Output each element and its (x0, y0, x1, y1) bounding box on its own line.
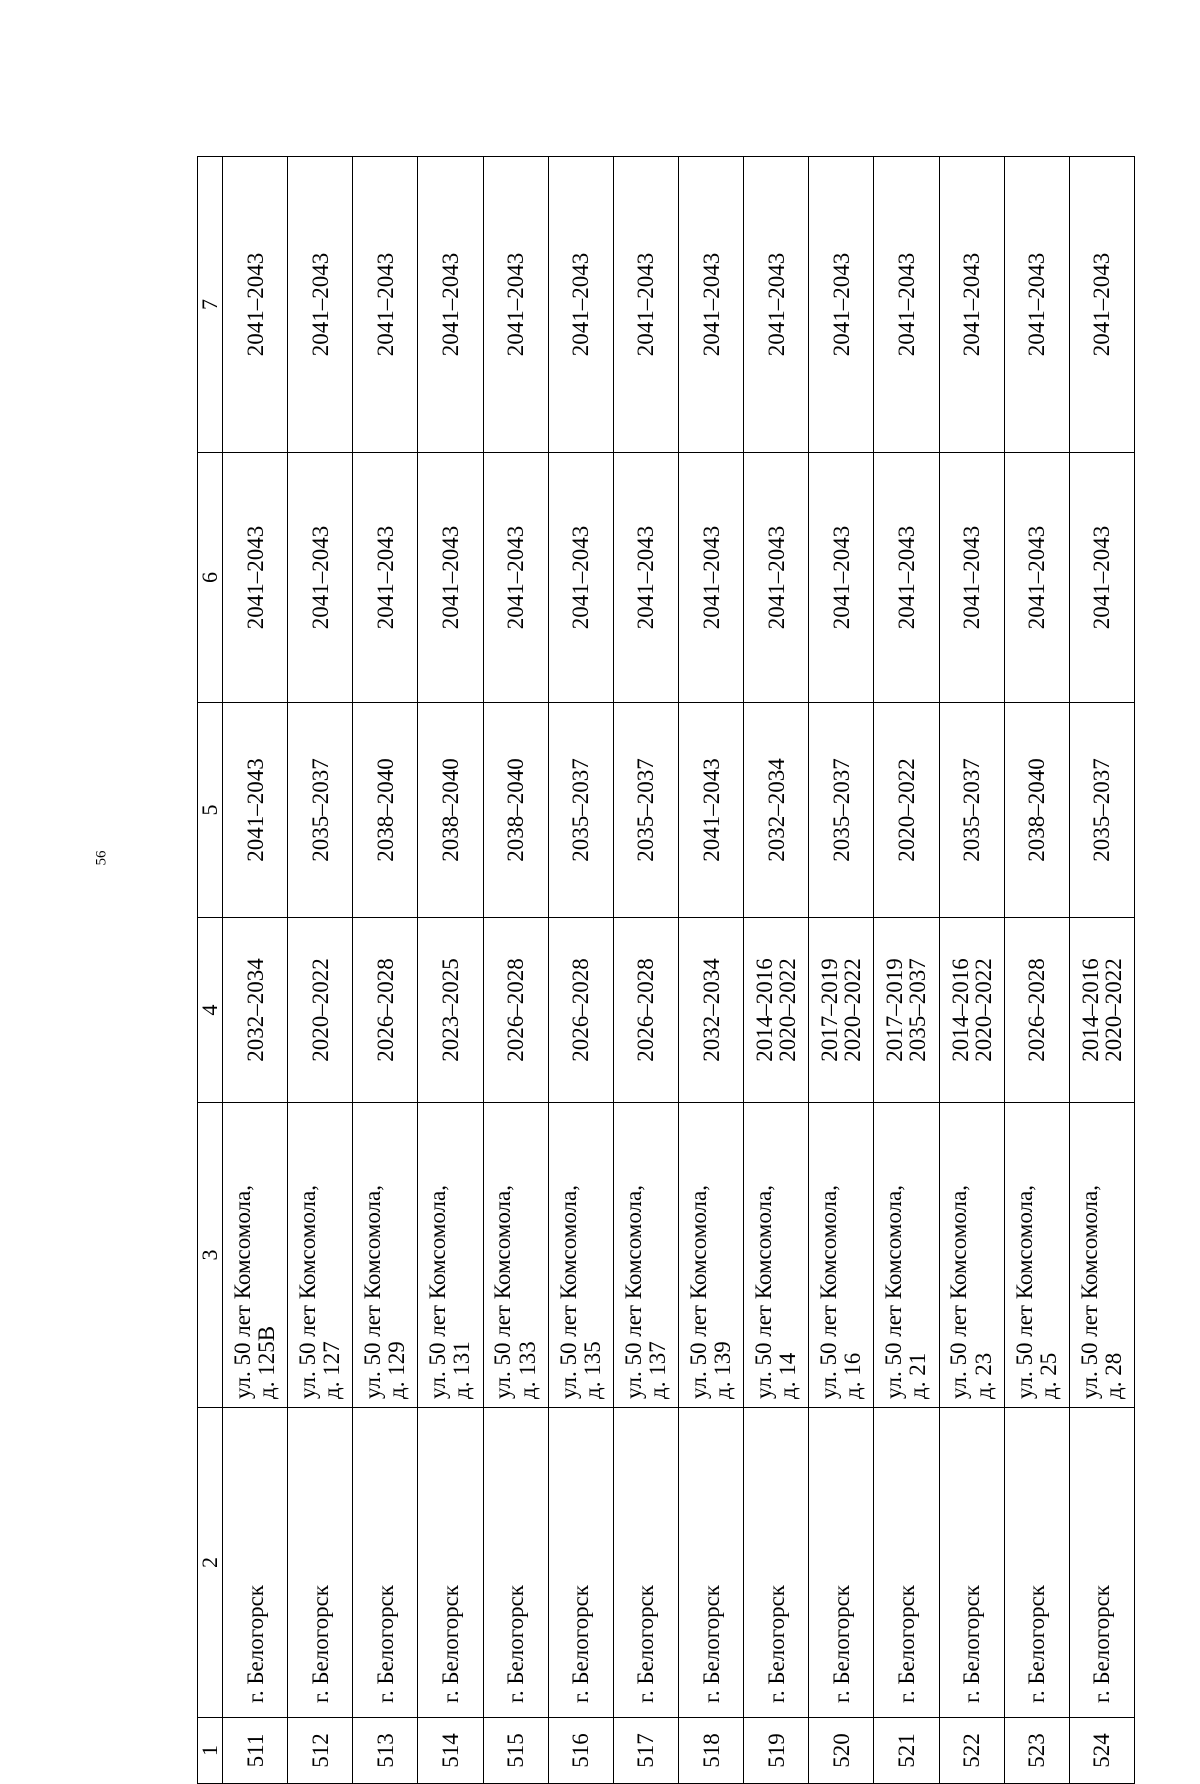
city-cell: г. Белогорск (678, 1408, 743, 1718)
address-line: д. 125В (254, 1325, 280, 1399)
row-number-cell: 521 (874, 1718, 939, 1784)
period-col4-cell (548, 918, 613, 1103)
row-number-cell: 516 (548, 1718, 613, 1784)
column-header: 7 (198, 157, 223, 453)
period-line: 2032–2034 (698, 958, 724, 1062)
column-header: 2 (198, 1408, 223, 1718)
city-cell: г. Белогорск (613, 1408, 678, 1718)
period-col4-cell (744, 918, 809, 1103)
period-col7-cell: 2041–2043 (874, 157, 939, 453)
period-col4-cell (939, 918, 1004, 1103)
period-col5-cell: 2032–2034 (744, 703, 809, 918)
period-col5-cell: 2035–2037 (288, 703, 353, 918)
row-number-cell: 512 (288, 1718, 353, 1784)
address-line: д. 25 (1035, 1352, 1061, 1399)
city-cell: г. Белогорск (483, 1408, 548, 1718)
city-cell: г. Белогорск (418, 1408, 483, 1718)
table-row (939, 157, 1004, 1784)
period-col4-cell (1004, 918, 1069, 1103)
address-cell (1004, 1103, 1069, 1408)
period-col6-cell: 2041–2043 (744, 453, 809, 703)
period-col6-cell: 2041–2043 (1069, 453, 1134, 703)
period-col5-cell: 2020–2022 (874, 703, 939, 918)
table-row (1069, 157, 1134, 1784)
period-col5-cell: 2038–2040 (483, 703, 548, 918)
address-line: д. 131 (449, 1341, 475, 1399)
column-header: 5 (198, 703, 223, 918)
period-col5-cell: 2038–2040 (1004, 703, 1069, 918)
address-line: ул. 50 лет Комсомола, (490, 1185, 516, 1399)
column-header: 6 (198, 453, 223, 703)
column-header: 4 (198, 918, 223, 1103)
address-line: ул. 50 лет Комсомола, (751, 1185, 777, 1399)
period-col6-cell: 2041–2043 (548, 453, 613, 703)
period-col6-cell: 2041–2043 (418, 453, 483, 703)
period-col6-cell: 2041–2043 (1004, 453, 1069, 703)
address-line: д. 127 (319, 1341, 345, 1399)
table-row (678, 157, 743, 1784)
city-cell: г. Белогорск (353, 1408, 418, 1718)
period-col4-cell (418, 918, 483, 1103)
table-row (353, 157, 418, 1784)
address-line: д. 23 (970, 1352, 996, 1399)
period-col4-cell (678, 918, 743, 1103)
period-col6-cell: 2041–2043 (483, 453, 548, 703)
address-cell (939, 1103, 1004, 1408)
period-col5-cell: 2035–2037 (613, 703, 678, 918)
address-cell (353, 1103, 418, 1408)
table-row (223, 157, 288, 1784)
address-line: ул. 50 лет Комсомола, (946, 1185, 972, 1399)
address-line: ул. 50 лет Комсомола, (816, 1185, 842, 1399)
period-col6-cell: 2041–2043 (288, 453, 353, 703)
period-col7-cell: 2041–2043 (418, 157, 483, 453)
table-row (744, 157, 809, 1784)
period-line: 2017–2019 (817, 958, 843, 1062)
address-line: ул. 50 лет Комсомола, (1076, 1185, 1102, 1399)
table-row (1004, 157, 1069, 1784)
period-line: 2032–2034 (242, 958, 268, 1062)
period-col7-cell: 2041–2043 (613, 157, 678, 453)
period-col7-cell: 2041–2043 (288, 157, 353, 453)
row-number-cell: 522 (939, 1718, 1004, 1784)
address-cell (809, 1103, 874, 1408)
column-header: 1 (198, 1718, 223, 1784)
period-line: 2026–2028 (503, 958, 529, 1062)
city-cell: г. Белогорск (744, 1408, 809, 1718)
period-line: 2020–2022 (840, 958, 866, 1062)
address-line: д. 16 (840, 1352, 866, 1399)
schedule-table (197, 156, 1135, 1784)
address-line: ул. 50 лет Комсомола, (360, 1185, 386, 1399)
header-row (198, 157, 223, 1784)
address-line: д. 135 (579, 1341, 605, 1399)
address-line: д. 28 (1100, 1352, 1126, 1399)
city-cell: г. Белогорск (548, 1408, 613, 1718)
row-number-cell: 520 (809, 1718, 874, 1784)
period-col4-cell (353, 918, 418, 1103)
period-line: 2035–2037 (905, 958, 931, 1062)
city-cell: г. Белогорск (939, 1408, 1004, 1718)
address-cell (744, 1103, 809, 1408)
period-line: 2020–2022 (307, 958, 333, 1062)
address-line: д. 137 (644, 1341, 670, 1399)
address-cell (1069, 1103, 1134, 1408)
address-line: д. 129 (384, 1341, 410, 1399)
row-number-cell: 514 (418, 1718, 483, 1784)
row-number-cell: 518 (678, 1718, 743, 1784)
address-line: ул. 50 лет Комсомола, (1011, 1185, 1037, 1399)
address-cell (613, 1103, 678, 1408)
address-line: ул. 50 лет Комсомола, (881, 1185, 907, 1399)
city-cell: г. Белогорск (1069, 1408, 1134, 1718)
city-cell: г. Белогорск (223, 1408, 288, 1718)
address-cell (678, 1103, 743, 1408)
table-row (418, 157, 483, 1784)
address-cell (223, 1103, 288, 1408)
period-line: 2020–2022 (775, 958, 801, 1062)
period-col7-cell: 2041–2043 (483, 157, 548, 453)
table-row (613, 157, 678, 1784)
period-col5-cell: 2038–2040 (418, 703, 483, 918)
period-line: 2026–2028 (372, 958, 398, 1062)
period-col5-cell: 2035–2037 (1069, 703, 1134, 918)
period-col7-cell: 2041–2043 (548, 157, 613, 453)
table-row (874, 157, 939, 1784)
address-line: д. 139 (710, 1341, 736, 1399)
address-line: д. 133 (514, 1341, 540, 1399)
row-number-cell: 511 (223, 1718, 288, 1784)
column-header: 3 (198, 1103, 223, 1408)
period-col6-cell: 2041–2043 (613, 453, 678, 703)
address-line: д. 21 (905, 1352, 931, 1399)
rotated-table (197, 157, 1135, 1784)
city-cell: г. Белогорск (809, 1408, 874, 1718)
row-number-cell: 517 (613, 1718, 678, 1784)
period-col7-cell: 2041–2043 (223, 157, 288, 453)
address-line: ул. 50 лет Комсомола, (295, 1185, 321, 1399)
period-col7-cell: 2041–2043 (1069, 157, 1134, 453)
address-cell (548, 1103, 613, 1408)
period-col4-cell (874, 918, 939, 1103)
table-body (223, 157, 1135, 1784)
period-col6-cell: 2041–2043 (678, 453, 743, 703)
address-cell (288, 1103, 353, 1408)
period-col5-cell: 2035–2037 (939, 703, 1004, 918)
table-row (809, 157, 874, 1784)
period-col4-cell (223, 918, 288, 1103)
period-col5-cell: 2038–2040 (353, 703, 418, 918)
period-col7-cell: 2041–2043 (353, 157, 418, 453)
row-number-cell: 523 (1004, 1718, 1069, 1784)
address-line: ул. 50 лет Комсомола, (229, 1185, 255, 1399)
period-col6-cell: 2041–2043 (353, 453, 418, 703)
address-cell (483, 1103, 548, 1408)
address-line: ул. 50 лет Комсомола, (685, 1185, 711, 1399)
address-cell (418, 1103, 483, 1408)
period-line: 2020–2022 (1100, 958, 1126, 1062)
period-line: 2014–2016 (1077, 958, 1103, 1062)
period-line: 2026–2028 (633, 958, 659, 1062)
period-col6-cell: 2041–2043 (874, 453, 939, 703)
period-col4-cell (483, 918, 548, 1103)
period-col7-cell: 2041–2043 (809, 157, 874, 453)
row-number-cell: 515 (483, 1718, 548, 1784)
address-line: д. 14 (775, 1352, 801, 1399)
period-col7-cell: 2041–2043 (744, 157, 809, 453)
address-line: ул. 50 лет Комсомола, (620, 1185, 646, 1399)
row-number-cell: 519 (744, 1718, 809, 1784)
period-col5-cell: 2041–2043 (678, 703, 743, 918)
table-row (548, 157, 613, 1784)
table-row (483, 157, 548, 1784)
period-col6-cell: 2041–2043 (939, 453, 1004, 703)
row-number-cell: 524 (1069, 1718, 1134, 1784)
period-col4-cell (288, 918, 353, 1103)
period-line: 2017–2019 (882, 958, 908, 1062)
period-col5-cell: 2035–2037 (548, 703, 613, 918)
city-cell: г. Белогорск (1004, 1408, 1069, 1718)
period-line: 2026–2028 (568, 958, 594, 1062)
period-col6-cell: 2041–2043 (223, 453, 288, 703)
period-col5-cell: 2035–2037 (809, 703, 874, 918)
period-line: 2020–2022 (970, 958, 996, 1062)
city-cell: г. Белогорск (874, 1408, 939, 1718)
address-cell (874, 1103, 939, 1408)
period-line: 2014–2016 (752, 958, 778, 1062)
table-container (197, 157, 1135, 1784)
period-col4-cell (1069, 918, 1134, 1103)
city-cell: г. Белогорск (288, 1408, 353, 1718)
address-line: ул. 50 лет Комсомола, (555, 1185, 581, 1399)
period-line: 2014–2016 (947, 958, 973, 1062)
period-col6-cell: 2041–2043 (809, 453, 874, 703)
period-col4-cell (613, 918, 678, 1103)
address-line: ул. 50 лет Комсомола, (425, 1185, 451, 1399)
table-row (288, 157, 353, 1784)
period-col7-cell: 2041–2043 (1004, 157, 1069, 453)
period-col5-cell: 2041–2043 (223, 703, 288, 918)
period-line: 2026–2028 (1024, 958, 1050, 1062)
page-number: 56 (93, 850, 110, 866)
period-col7-cell: 2041–2043 (678, 157, 743, 453)
period-line: 2023–2025 (437, 958, 463, 1062)
period-col7-cell: 2041–2043 (939, 157, 1004, 453)
period-col4-cell (809, 918, 874, 1103)
row-number-cell: 513 (353, 1718, 418, 1784)
